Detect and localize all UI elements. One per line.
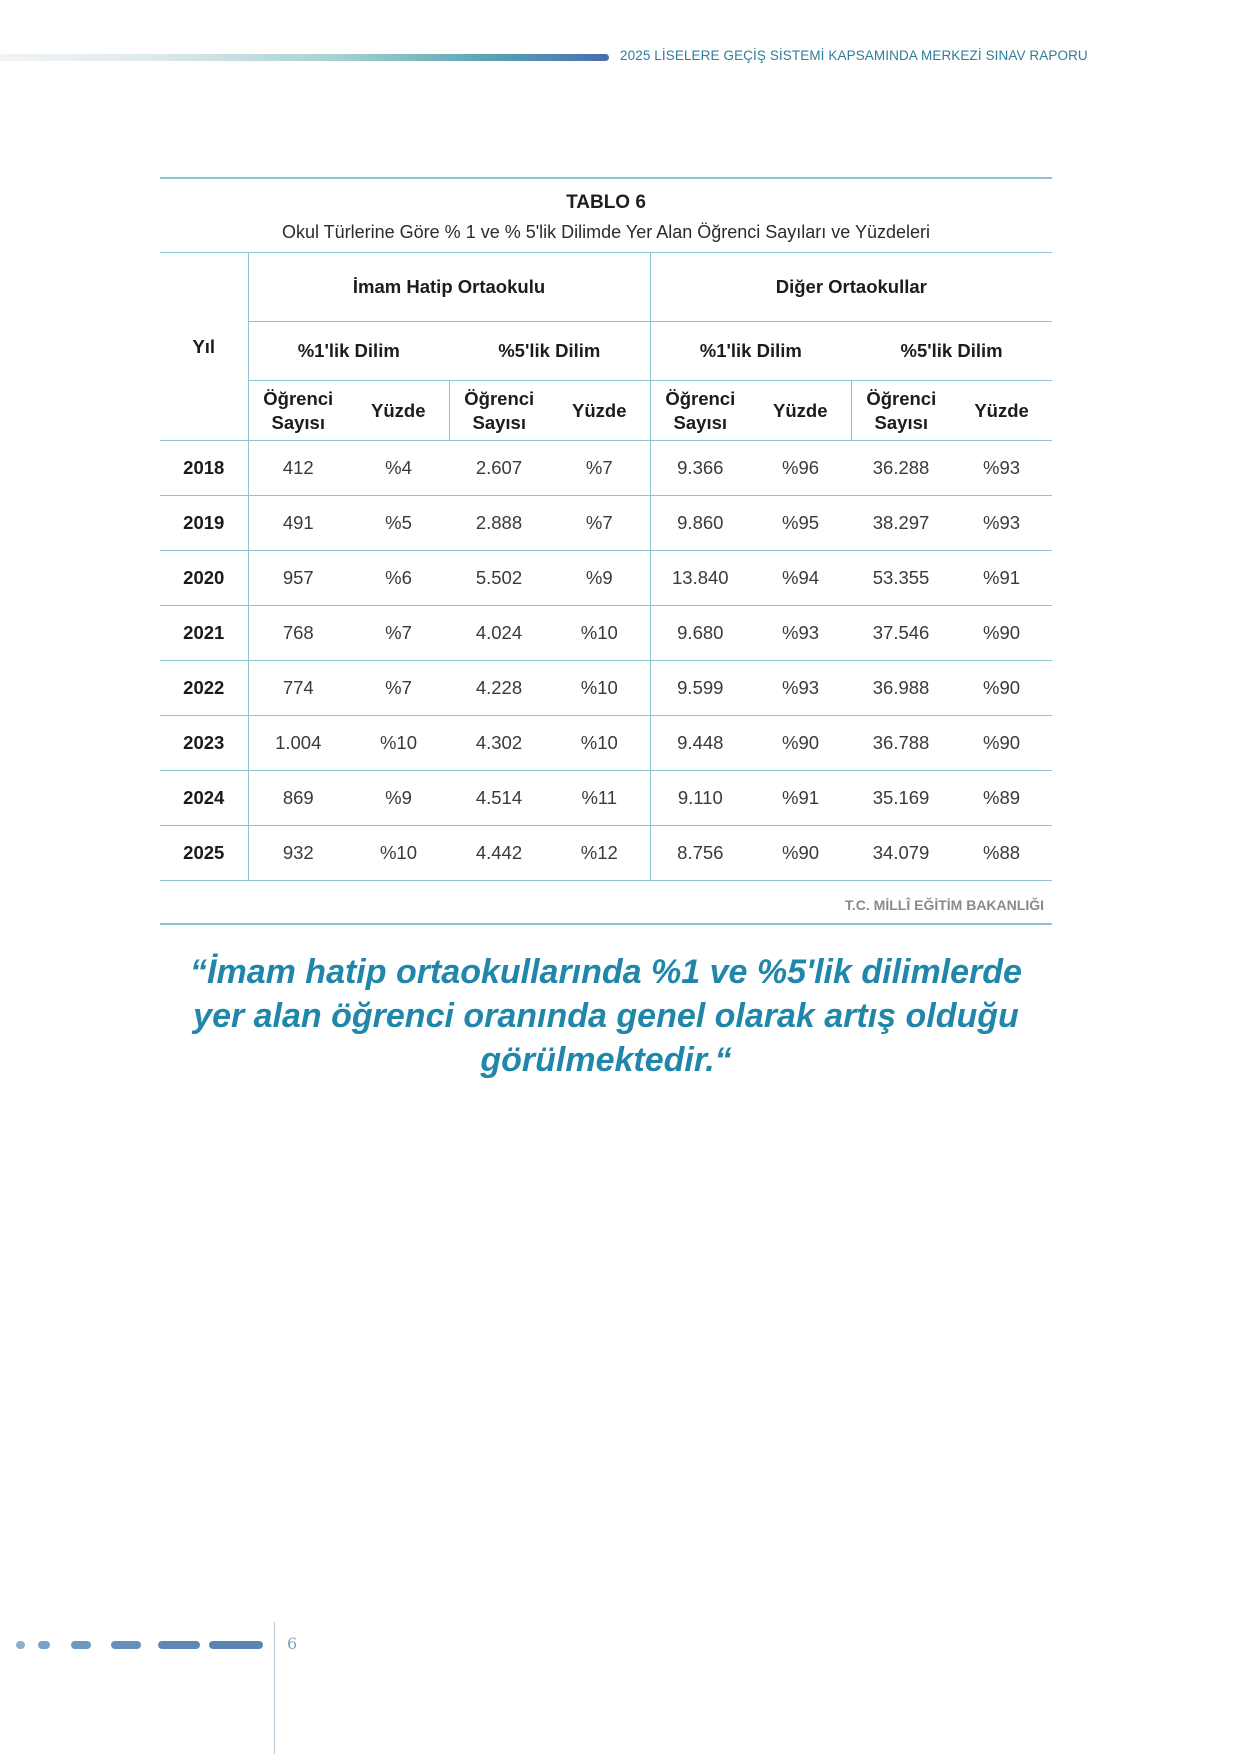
cell: %88: [951, 826, 1052, 881]
cell: %9: [549, 551, 650, 606]
table-label: TABLO 6: [566, 192, 646, 213]
footer-divider: [274, 1622, 275, 1754]
footer-dot: [111, 1641, 141, 1649]
cell: %7: [549, 441, 650, 496]
subgroup-header: %1'lik Dilim: [248, 322, 449, 381]
cell: %90: [951, 661, 1052, 716]
page-number: 6: [287, 1634, 298, 1653]
cell: 412: [248, 441, 348, 496]
cell: 2.607: [449, 441, 549, 496]
footer-dot: [158, 1641, 200, 1649]
cell: 869: [248, 771, 348, 826]
table-row: [160, 606, 1052, 661]
cell: 4.024: [449, 606, 549, 661]
cell: 957: [248, 551, 348, 606]
column-header-count: Öğrenci Sayısı: [851, 381, 951, 441]
cell: 9.680: [650, 606, 750, 661]
cell: %10: [549, 661, 650, 716]
cell: 9.599: [650, 661, 750, 716]
cell: %12: [549, 826, 650, 881]
report-title: 2025 LİSELERE GEÇİŞ SİSTEMİ KAPSAMINDA MERKEZİ SINAV RAPORU: [620, 48, 1088, 63]
year-cell: 2023: [160, 716, 248, 771]
cell: 491: [248, 496, 348, 551]
cell: 53.355: [851, 551, 951, 606]
column-header-percent: Yüzde: [549, 381, 650, 441]
column-header-percent: Yüzde: [951, 381, 1052, 441]
year-cell: 2021: [160, 606, 248, 661]
cell: %91: [750, 771, 851, 826]
cell: 36.788: [851, 716, 951, 771]
cell: %5: [348, 496, 449, 551]
year-cell: 2020: [160, 551, 248, 606]
cell: %10: [348, 716, 449, 771]
cell: 5.502: [449, 551, 549, 606]
cell: %93: [750, 661, 851, 716]
table-row: [160, 441, 1052, 496]
cell: %10: [549, 606, 650, 661]
cell: %90: [951, 606, 1052, 661]
year-cell: 2022: [160, 661, 248, 716]
year-cell: 2018: [160, 441, 248, 496]
cell: %93: [750, 606, 851, 661]
cell: %4: [348, 441, 449, 496]
table-row: [160, 496, 1052, 551]
cell: 9.110: [650, 771, 750, 826]
group-header-imam-hatip: İmam Hatip Ortaokulu: [248, 253, 650, 322]
cell: %11: [549, 771, 650, 826]
table-row: [160, 826, 1052, 881]
year-column-header: Yıl: [160, 253, 248, 441]
cell: 13.840: [650, 551, 750, 606]
cell: %7: [348, 661, 449, 716]
table-row: [160, 661, 1052, 716]
cell: 768: [248, 606, 348, 661]
group-header-diger: Diğer Ortaokullar: [650, 253, 1052, 322]
column-header-percent: Yüzde: [348, 381, 449, 441]
cell: %95: [750, 496, 851, 551]
cell: 932: [248, 826, 348, 881]
cell: %7: [549, 496, 650, 551]
cell: 4.514: [449, 771, 549, 826]
column-header-count: Öğrenci Sayısı: [248, 381, 348, 441]
cell: 38.297: [851, 496, 951, 551]
cell: 1.004: [248, 716, 348, 771]
table-row: [160, 551, 1052, 606]
subgroup-header: %5'lik Dilim: [851, 322, 1052, 381]
subgroup-header: %1'lik Dilim: [650, 322, 851, 381]
cell: 9.366: [650, 441, 750, 496]
cell: %10: [549, 716, 650, 771]
cell: %6: [348, 551, 449, 606]
table-block: [160, 177, 1052, 925]
footer-dot: [38, 1641, 50, 1649]
pull-quote: “İmam hatip ortaokullarında %1 ve %5'lik dilimlerde yer alan öğrenci oranında genel olarak artış olduğu görülmektedir.“: [190, 953, 1022, 1079]
table-row: [160, 716, 1052, 771]
cell: %93: [951, 496, 1052, 551]
cell: 774: [248, 661, 348, 716]
column-header-count: Öğrenci Sayısı: [650, 381, 750, 441]
cell: 8.756: [650, 826, 750, 881]
cell: 36.988: [851, 661, 951, 716]
footer-dot: [209, 1641, 263, 1649]
table-bottom-rule: [160, 923, 1052, 925]
cell: 4.302: [449, 716, 549, 771]
cell: 35.169: [851, 771, 951, 826]
footer-dot: [16, 1641, 25, 1649]
cell: %96: [750, 441, 851, 496]
cell: %9: [348, 771, 449, 826]
cell: 9.448: [650, 716, 750, 771]
year-cell: 2019: [160, 496, 248, 551]
table-source: T.C. MİLLÎ EĞİTİM BAKANLIĞI: [844, 897, 1044, 913]
year-cell: 2025: [160, 826, 248, 881]
cell: %94: [750, 551, 851, 606]
table-row: [160, 771, 1052, 826]
cell: 37.546: [851, 606, 951, 661]
cell: %91: [951, 551, 1052, 606]
data-table: [160, 252, 1052, 881]
header-gradient-bar: [0, 54, 609, 61]
cell: %90: [951, 716, 1052, 771]
column-header-count: Öğrenci Sayısı: [449, 381, 549, 441]
cell: %7: [348, 606, 449, 661]
cell: %10: [348, 826, 449, 881]
cell: 2.888: [449, 496, 549, 551]
cell: %93: [951, 441, 1052, 496]
cell: %90: [750, 826, 851, 881]
table-caption: Okul Türlerine Göre % 1 ve % 5'lik Dilimde Yer Alan Öğrenci Sayıları ve Yüzdeleri: [281, 222, 931, 242]
cell: 4.442: [449, 826, 549, 881]
cell: 4.228: [449, 661, 549, 716]
subgroup-header: %5'lik Dilim: [449, 322, 650, 381]
cell: 36.288: [851, 441, 951, 496]
cell: %89: [951, 771, 1052, 826]
cell: %90: [750, 716, 851, 771]
cell: 34.079: [851, 826, 951, 881]
year-cell: 2024: [160, 771, 248, 826]
footer-dot: [71, 1641, 91, 1649]
column-header-percent: Yüzde: [750, 381, 851, 441]
cell: 9.860: [650, 496, 750, 551]
